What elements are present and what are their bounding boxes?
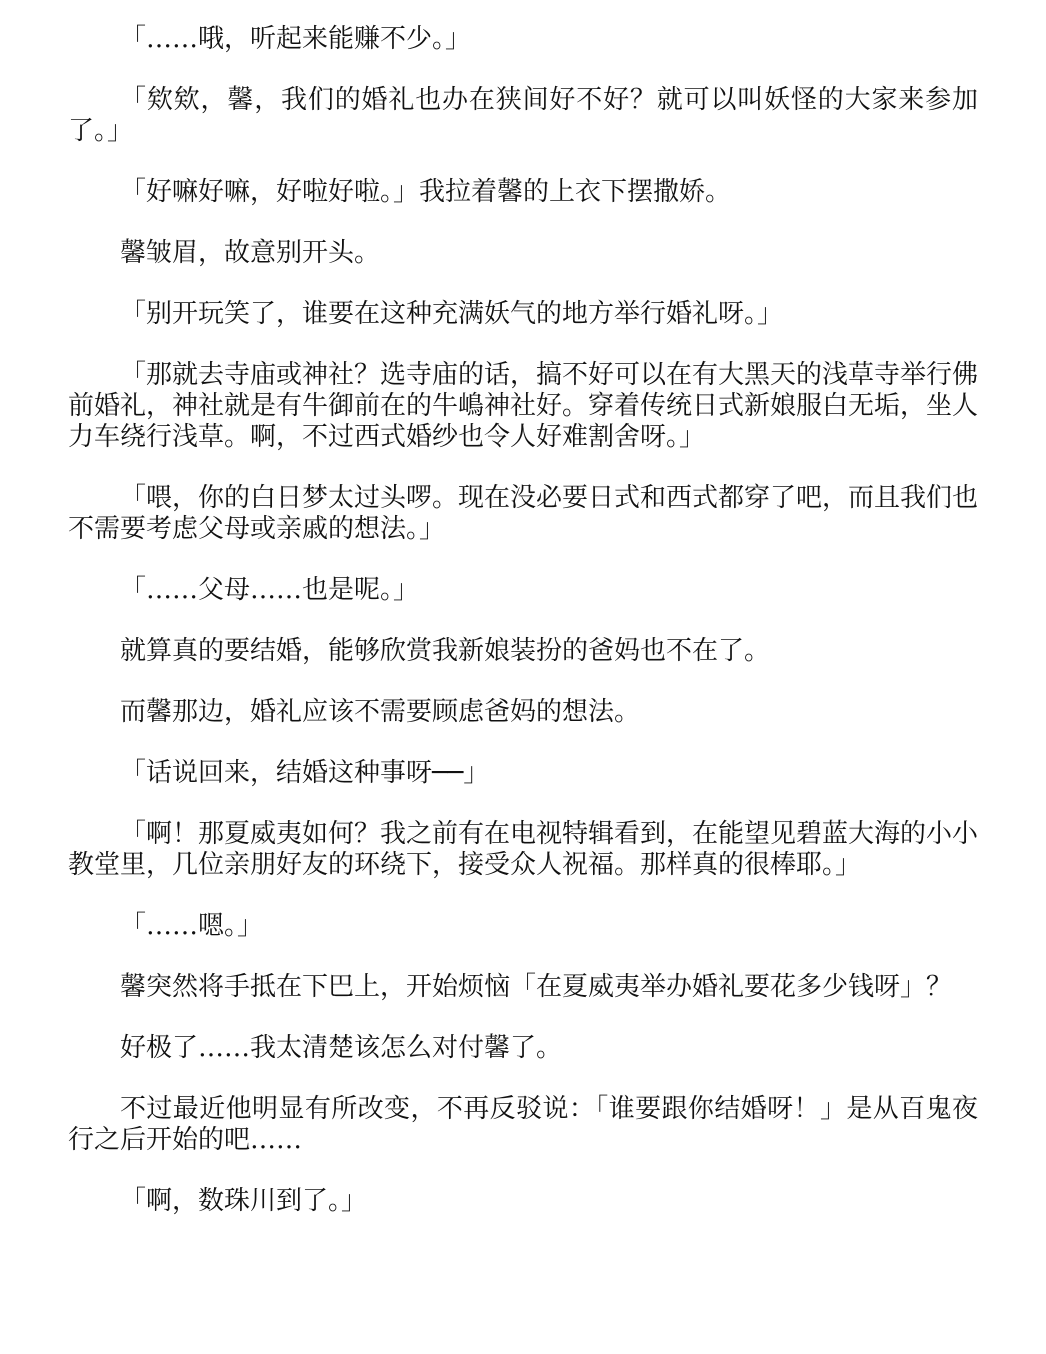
paragraph-11: 「话说回来，结婚这种事呀──」 xyxy=(120,758,490,788)
paragraph-17: 「啊，数珠川到了。」 xyxy=(120,1186,368,1216)
paragraph-12: 「啊！那夏威夷如何？我之前有在电视特辑看到，在能望见碧蓝大海的小小教堂里，几位亲朋好友的环绕下，接受众人祝福。那样真的很棒耶。」 xyxy=(68,819,979,880)
paragraph-9: 就算真的要结婚，能够欣赏我新娘装扮的爸妈也不在了。 xyxy=(120,636,771,666)
paragraph-13: 「……嗯。」 xyxy=(120,911,264,941)
paragraph-15: 好极了……我太清楚该怎么对付馨了。 xyxy=(120,1033,563,1063)
paragraph-6: 「那就去寺庙或神社？选寺庙的话，搞不好可以在有大黑天的浅草寺举行佛前婚礼，神社就是有牛御前在的牛嶋神社好。穿着传统日式新娘服白无垢，坐人力车绕行浅草。啊，不过西式婚纱也令人好难割舍呀。」 xyxy=(68,360,979,452)
document-page xyxy=(68,24,978,1247)
paragraph-14: 馨突然将手抵在下巴上，开始烦恼「在夏威夷举办婚礼要花多少钱呀」？ xyxy=(120,972,953,1002)
paragraph-5: 「别开玩笑了，谁要在这种充满妖气的地方举行婚礼呀。」 xyxy=(120,299,784,329)
paragraph-8: 「……父母……也是呢。」 xyxy=(120,575,420,605)
paragraph-2: 「欸欸，馨，我们的婚礼也办在狭间好不好？就可以叫妖怪的大家来参加了。」 xyxy=(68,85,978,146)
paragraph-16: 不过最近他明显有所改变，不再反驳说：「谁要跟你结婚呀！」是从百鬼夜行之后开始的吧…… xyxy=(68,1094,978,1155)
paragraph-1: 「……哦，听起来能赚不少。」 xyxy=(120,24,472,54)
paragraph-10: 而馨那边，婚礼应该不需要顾虑爸妈的想法。 xyxy=(120,697,641,727)
paragraph-3: 「好嘛好嘛，好啦好啦。」我拉着馨的上衣下摆撒娇。 xyxy=(120,177,732,207)
paragraph-4: 馨皱眉，故意别开头。 xyxy=(120,238,381,268)
paragraph-7: 「喂，你的白日梦太过头啰。现在没必要日式和西式都穿了吧，而且我们也不需要考虑父母或亲戚的想法。」 xyxy=(68,483,979,544)
